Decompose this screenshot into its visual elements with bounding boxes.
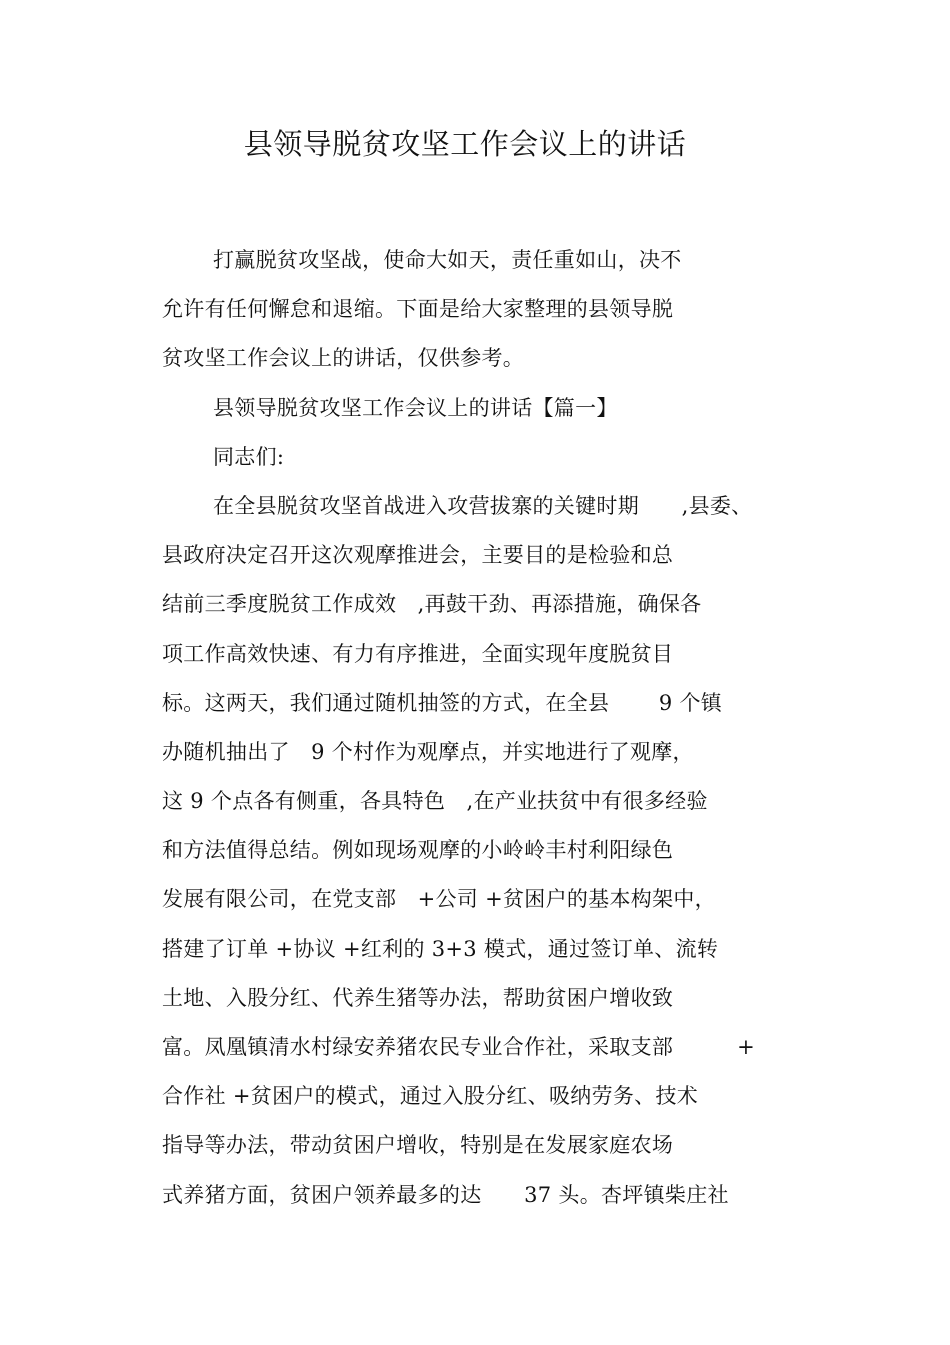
text-line: 办随机抽出了 9 个村作为观摩点，并实地进行了观摩， [162, 739, 694, 764]
text-line: 和方法值得总结。例如现场观摩的小岭岭丰村利阳绿色 [162, 838, 674, 863]
text-line: 搭建了订单 +协议 +红利的 3+3 模式，通过签订单、流转 [162, 936, 719, 961]
document-body [162, 238, 862, 1222]
text-line: 标。这两天，我们通过随机抽签的方式，在全县 9 个镇 [162, 690, 723, 715]
text-line: 允许有任何懈怠和退缩。下面是给大家整理的县领导脱 [162, 297, 674, 322]
text-line: 这 9 个点各有侧重，各具特色 ,在产业扶贫中有很多经验 [162, 789, 708, 814]
text-line: 结前三季度脱贫工作成效 ,再鼓干劲、再添措施，确保各 [162, 592, 702, 617]
text-line: 同志们: [213, 444, 285, 469]
document-title: 县领导脱贫攻坚工作会议上的讲话 [243, 127, 687, 161]
text-line: 县领导脱贫攻坚工作会议上的讲话【篇一】 [213, 395, 618, 420]
text-line: 式养猪方面，贫困户领养最多的达 37 头。杏坪镇柴庄社 [162, 1182, 729, 1207]
text-line: 打赢脱贫攻坚战，使命大如天，责任重如山，决不 [213, 248, 682, 272]
text-line: 指导等办法，带动贫困户增收，特别是在发展家庭农场 [162, 1133, 674, 1158]
text-line: 项工作高效快速、有力有序推进，全面实现年度脱贫目 [162, 641, 674, 666]
text-line: 县政府决定召开这次观摩推进会，主要目的是检验和总 [162, 543, 674, 568]
text-line: 土地、入股分红、代养生猪等办法，帮助贫困户增收致 [162, 985, 674, 1010]
text-line: 合作社 +贫困户的模式，通过入股分红、吸纳劳务、技术 [162, 1084, 699, 1109]
text-line: 富。凤凰镇清水村绿安养猪农民专业合作社，采取支部 + [162, 1035, 755, 1059]
text-line: 发展有限公司，在党支部 +公司 +贫困户的基本构架中， [162, 887, 716, 912]
text-line: 贫攻坚工作会议上的讲话，仅供参考。 [162, 346, 525, 371]
text-line: 在全县脱贫攻坚首战进入攻营拔寨的关键时期 ,县委、 [213, 493, 753, 518]
